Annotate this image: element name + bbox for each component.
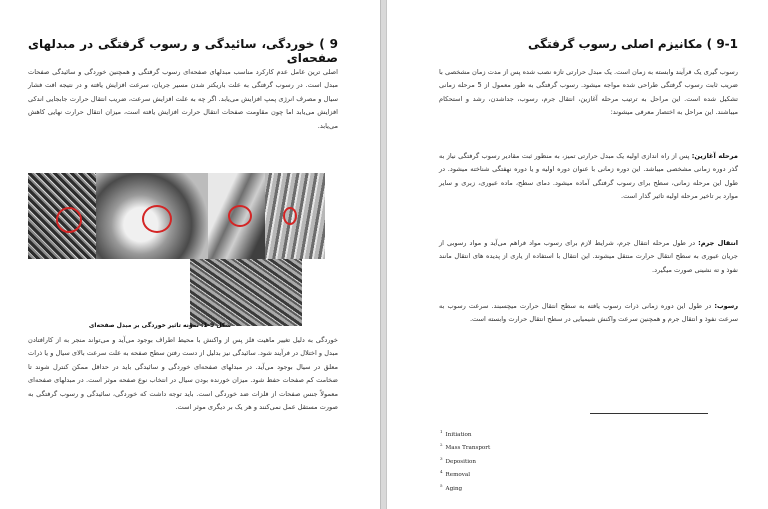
highlight-circle: [56, 207, 82, 233]
footnote: $^1$Initiation: [440, 429, 472, 438]
stage-initiation-text: پس از راه اندازی اولیه یک مبدل حرارتی تمیز، به منظور ثبت مقادیر رسوب گرفتگی نیاز به گذر دوره زمانی مشخصی میباشد. این دوره زمانی با عنوان دوره اولیه و یا دوره نهفتگی شناخته میشود. در طول این مرحله زمانی، سطح برای رسوب گرفتگی آماده میشود. دمای سطح، ماده عبوری، زبری و سایر موارد بر تاخیر مرحله اولیه تاثیر گذار است.: [439, 152, 738, 201]
book-gutter: [380, 0, 387, 509]
stage-mass-transport-term: انتقال جرم:: [698, 239, 738, 247]
corrosion-photo-4: [265, 173, 325, 259]
corrosion-photo-strip: [28, 173, 325, 259]
highlight-circle: [142, 205, 172, 233]
footnote: $^3$Deposition: [440, 455, 476, 465]
corrosion-photo-1: [28, 173, 96, 259]
right-page-heading: 9-1 ) مکانیزم اصلی رسوب گرفتگی: [528, 37, 738, 51]
stage-initiation-paragraph: [439, 150, 738, 204]
stage-mass-transport-text: در طول مرحله انتقال جرم، شرایط لازم برای رسوب مواد فراهم می‌آید و مواد رسوبی از جریان عبوری به سطح انتقال حرارت منتقل میشوند. این انتقال با استفاده از یاری از پدیده های انتقال مانند نفوذ و ته نشینی صورت میگیرد.: [439, 239, 738, 274]
corrosion-photo-5: [190, 259, 302, 326]
left-page-heading: 9 ) خوردگی، سائیدگی و رسوب گرفتگی در مبدلهای صفحه‌ای: [28, 37, 338, 65]
stage-initiation-term: مرحله آغازین:: [691, 152, 738, 160]
right-paragraph-1: رسوب گیری یک فرآیند وابسته به زمان است. یک مبدل حرارتی تازه نصب شده پس از مدت زمان مشخصی با ضریب ثابت رسوب گرفتگی طراحی شده مواجه میشود. رسوب گرفتگی به طور معمول از 5 مرحله زمانی تشکیل شده است. این مراحل به ترتیب مرحله آغازین، انتقال جرم، رسوب، جداشدن، رشد و استحکام میباشند. این مراحل به اختصار معرفی میشوند:: [439, 68, 738, 117]
footnote: $^2$Mass Transport: [440, 442, 491, 452]
stage-mass-transport-paragraph: [439, 237, 738, 277]
corrosion-photo-2: [96, 173, 208, 259]
left-paragraph-2: خوردگی به دلیل تغییر ماهیت فلز پس از واکنش با محیط اطراف بوجود می‌آید و می‌تواند منجر به از کارافتادن مبدل و اختلال در فرآیند شود. سائیدگی نیز بدلیل از دست رفتن سطح صفحه به علت سرعت بالای سیال و یا ذرات معلق در سیال بوجود می‌آید. در مبدلهای صفحه‌ای خوردگی و سائیدگی باید در حداقل ممکن کنترل شوند تا ضخامت کم صفحات حفظ شود. میزان خورنده بودن سیال در انتخاب نوع صفحه موثر است. در مبدلهای صفحه‌ای معمولاً جنس صفحات از فلزات ضد خوردگی است. باید توجه داشت که خوردگی، سائیدگی و رسوب گرفتگی به صورت مستقل عمل نمی‌کنند و هر یک بر دیگری موثر است.: [28, 336, 338, 412]
footnote-separator: [590, 413, 708, 414]
stage-deposition-paragraph: [439, 300, 738, 327]
highlight-circle: [283, 207, 297, 225]
footnotes: [440, 425, 490, 492]
highlight-circle: [228, 205, 252, 227]
figure-caption: شکل 9-1: نمونه تاثیر خوردگی بر مبدل صفحه‌ای: [88, 322, 232, 329]
corrosion-photo-3: [208, 173, 265, 259]
footnote: $^4$Removal: [440, 469, 471, 479]
left-page: [0, 0, 380, 509]
stage-deposition-text: در طول این دوره زمانی ذرات رسوب یافته به سطح انتقال حرارت میچسبند. سرعت رسوب به سرعت نفوذ و انتقال جرم و همچنین سرعت واکنش شیمیایی در سطح انتقال حرارت وابسته است.: [439, 302, 738, 324]
stage-deposition-term: رسوب:: [714, 302, 738, 310]
left-paragraph-1: اصلی ترین عامل عدم کارکرد مناسب مبدلهای صفحه‌ای رسوب گرفتگی و همچنین خوردگی و سائیدگی صفحات مبدل است. در رسوب گرفتگی به علت باریکتر شدن مسیر جریان، سرعت افزایش یافته و در نتیجه افت فشار سیال و مصرف انرژی پمپ افزایش می‌یابد. اگر چه به علت افزایش سرعت، ضریب انتقال حرارت جابجایی اندکی افزایش می‌یابد اما چون مقاومت صفحات انتقال حرارت افزایش یافته است، میزان انتقال حرارت نهایی کاهش می‌یابد.: [28, 68, 338, 130]
footnote: $^5$Aging: [440, 482, 463, 492]
